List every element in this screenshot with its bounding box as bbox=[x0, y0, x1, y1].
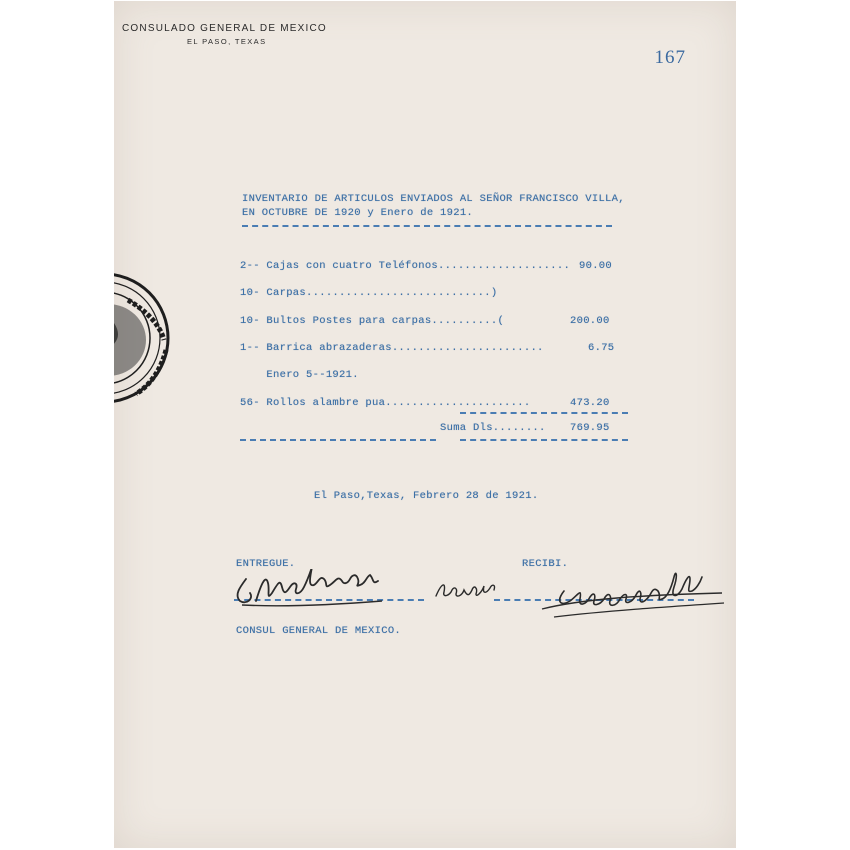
recibi-label: RECIBI. bbox=[522, 558, 569, 570]
total-amount: 769.95 bbox=[570, 422, 610, 434]
consul-signature bbox=[232, 569, 432, 616]
item-row-2-text: 10- Carpas............................) bbox=[240, 287, 498, 299]
item-row-1-text: 2-- Cajas con cuatro Teléfonos.................... bbox=[240, 260, 571, 272]
total-rule-left bbox=[240, 439, 436, 441]
total-label: Suma Dls........ bbox=[440, 422, 546, 434]
letterhead-title: CONSULADO GENERAL DE MEXICO bbox=[122, 23, 327, 34]
item-row-1-amount: 90.00 bbox=[579, 260, 613, 272]
consulate-seal bbox=[114, 268, 214, 413]
consul-title: CONSUL GENERAL DE MEXICO. bbox=[236, 625, 402, 637]
inventory-title-line1: INVENTARIO DE ARTICULOS ENVIADOS AL SEÑOR FRANCISCO VILLA, bbox=[242, 193, 625, 205]
letterhead-subtitle: EL PASO, TEXAS bbox=[187, 37, 267, 46]
item-row-3-amount: 200.00 bbox=[570, 315, 610, 327]
item-row-5-amount: 473.20 bbox=[570, 397, 610, 409]
item-row-4-amount: 6.75 bbox=[588, 342, 615, 354]
item-row-3-text: 10- Bultos Postes para carpas..........( bbox=[240, 315, 505, 327]
item-row-5-text: 56- Rollos alambre pua...................... bbox=[240, 397, 531, 409]
inventory-title-line2: EN OCTUBRE DE 1920 y Enero de 1921. bbox=[242, 207, 474, 219]
item-row-4-text: 1-- Barrica abrazaderas....................... bbox=[240, 342, 544, 354]
subtotal-rule bbox=[460, 412, 628, 414]
document-page bbox=[114, 1, 736, 848]
page-margin bbox=[0, 0, 114, 850]
recibi-handwritten-note bbox=[430, 576, 510, 611]
entregue-label: ENTREGUE. bbox=[236, 558, 296, 570]
total-rule-right bbox=[460, 439, 628, 441]
place-date: El Paso,Texas, Febrero 28 de 1921. bbox=[314, 490, 539, 502]
villa-signature bbox=[534, 557, 734, 634]
title-underline bbox=[242, 225, 612, 227]
page-number: 167 bbox=[654, 47, 686, 68]
date-subheading: Enero 5--1921. bbox=[240, 369, 359, 381]
